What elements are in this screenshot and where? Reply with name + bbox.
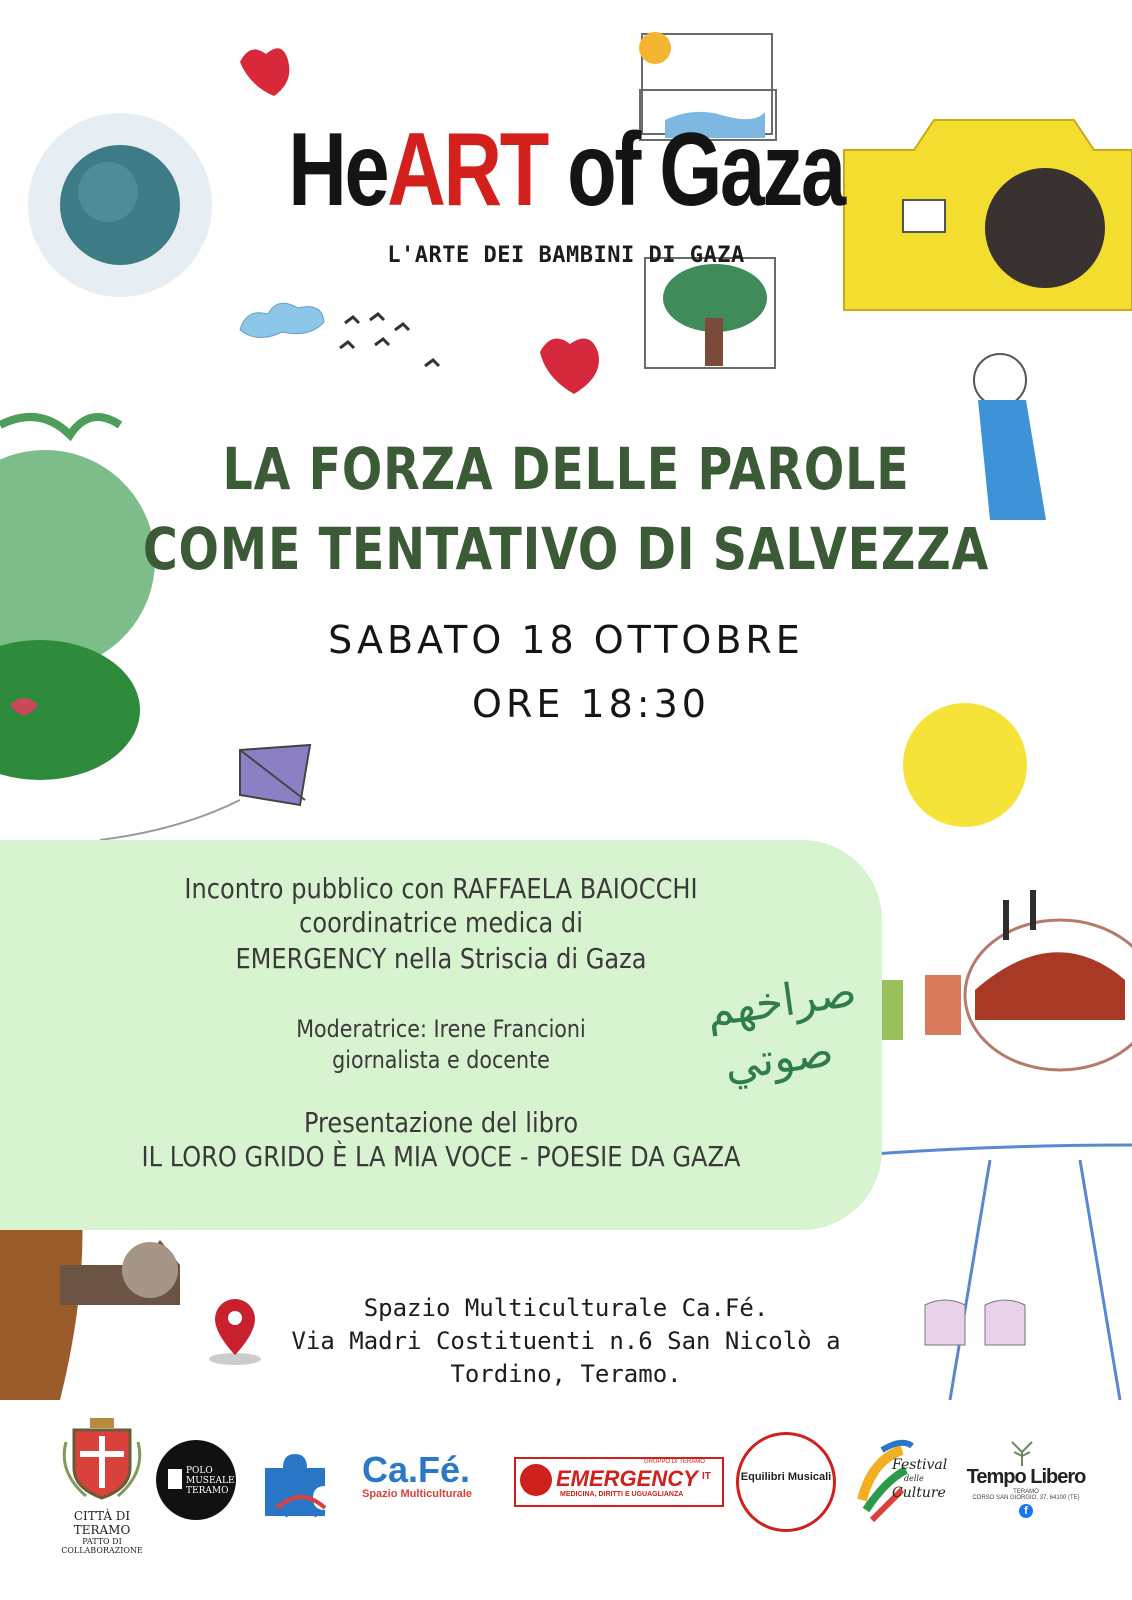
event-time: ORE 18:30 [472, 682, 710, 726]
puzzle-logo-icon [255, 1438, 347, 1535]
venue-name: Spazio Multiculturale Ca.Fé. [363, 1294, 769, 1322]
teramo-note: PATTO DI COLLABORAZIONE [61, 1537, 143, 1555]
title-part-2: of Gaza [546, 112, 844, 228]
event-title [125, 112, 1008, 228]
emergency-e-icon [520, 1464, 552, 1496]
arabic-calligraphy: صراخهم صوتي [703, 965, 860, 1092]
logo-tempo-libero [966, 1438, 1086, 1518]
facebook-icon[interactable]: f [1019, 1504, 1033, 1518]
emergency-name: EMERGENCY [556, 1466, 698, 1491]
logo-citta-di-teramo [52, 1412, 152, 1555]
teramo-crest-icon [52, 1412, 152, 1502]
logo-polo-museale [156, 1440, 236, 1520]
tempo-name: Tempo Libero [966, 1466, 1086, 1488]
moderator-line: Moderatrice: Irene Francioni [296, 1015, 586, 1043]
teramo-name: CITTÀ DI TERAMO [73, 1509, 131, 1537]
headline-line-1: LA FORZA DELLE PAROLE [222, 435, 910, 503]
speaker-org: EMERGENCY nella Striscia di Gaza [235, 942, 647, 975]
logo-emergency [514, 1457, 724, 1507]
polo-line-1: POLO [186, 1466, 213, 1476]
festival-line-2: delle [904, 1474, 924, 1483]
logo-festival-culture [852, 1430, 952, 1526]
polo-line-3: TERAMO [186, 1486, 229, 1496]
moderator-role: giornalista e docente [332, 1046, 550, 1074]
festival-line-1: Festival [892, 1457, 948, 1473]
venue-address-2: Tordino, Teramo. [450, 1360, 682, 1388]
logo-equilibri-musicali [736, 1432, 836, 1532]
headline-line-2: COME TENTATIVO DI SALVEZZA [142, 515, 990, 583]
event-subtitle: L'ARTE DEI BAMBINI DI GAZA [387, 243, 745, 268]
cafe-sub: Spazio Multiculturale [362, 1488, 473, 1500]
venue-address-1: Via Madri Costituenti n.6 San Nicolò a [291, 1327, 841, 1355]
title-part-1: He [288, 112, 388, 228]
tempo-city: TERAMO [1013, 1489, 1039, 1495]
polo-line-2: MUSEALE [186, 1476, 235, 1486]
book-title: IL LORO GRIDO È LA MIA VOCE - POESIE DA GAZA [141, 1140, 741, 1173]
tempo-tree-icon [1002, 1438, 1042, 1466]
tempo-address: CORSO SAN GIORGIO, 37, 64100 (TE) [972, 1495, 1080, 1501]
equilibri-name: Equilibri Musicali [740, 1471, 832, 1483]
speaker-line: Incontro pubblico con RAFFAELA BAIOCCHI [184, 872, 698, 905]
book-presentation-label: Presentazione del libro [303, 1106, 579, 1139]
speaker-role: coordinatrice medica di [299, 906, 583, 939]
event-date: SABATO 18 OTTOBRE [328, 618, 804, 662]
emergency-it: IT [702, 1471, 711, 1482]
emergency-top: GRUPPO DI TERAMO [644, 1459, 705, 1465]
museum-icon [168, 1469, 182, 1489]
emergency-sub: MEDICINA, DIRITTI E UGUAGLIANZA [560, 1491, 684, 1498]
title-accent: ART [387, 112, 547, 228]
festival-line-3: Culture [892, 1485, 946, 1501]
logo-cafe [362, 1449, 502, 1500]
cafe-name: Ca.Fé. [362, 1449, 471, 1490]
